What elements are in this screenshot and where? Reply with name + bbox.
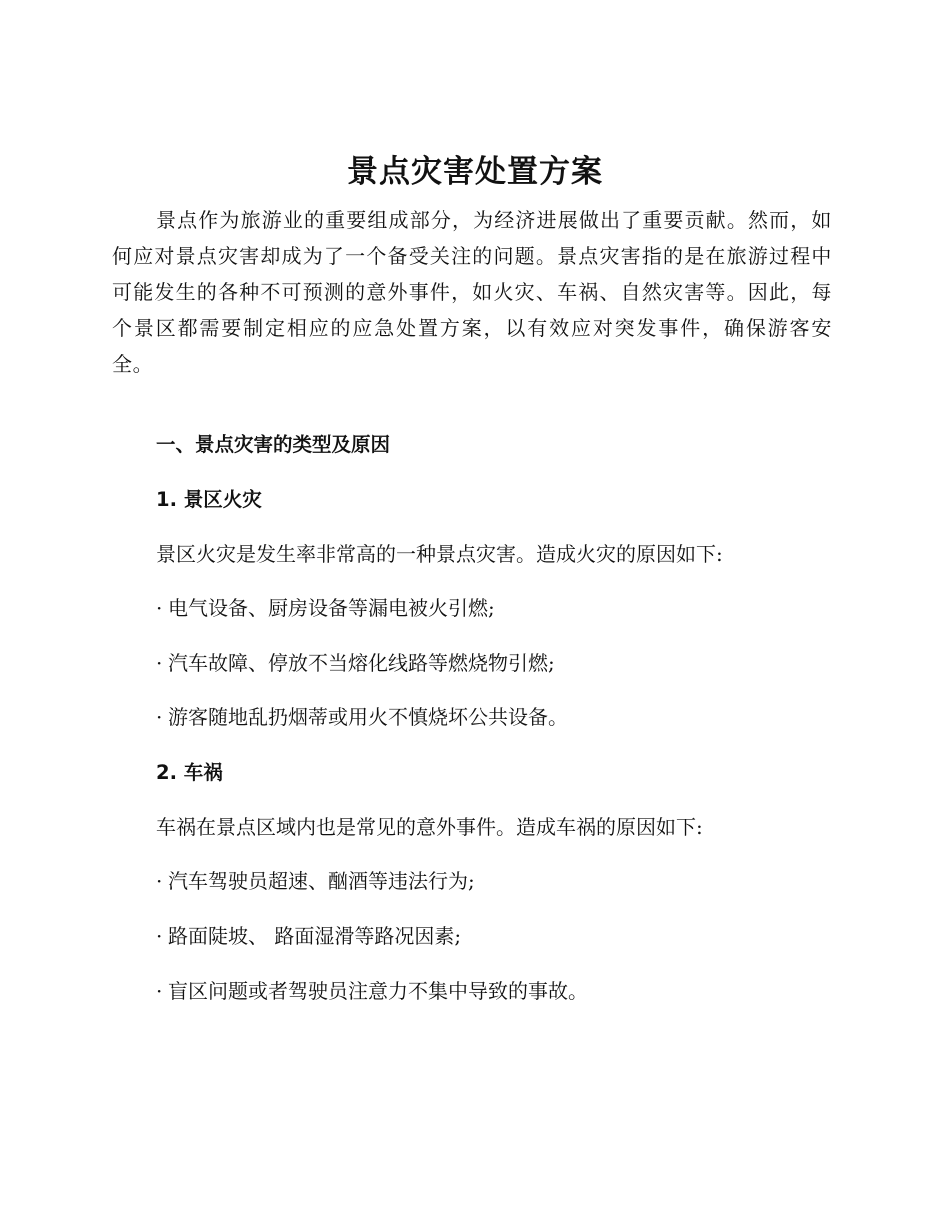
- bullet-text: 盲区问题或者驾驶员注意力不集中导致的事故。: [168, 979, 588, 1003]
- bullet-dot-icon: ·: [156, 596, 163, 620]
- fire-bullet-item: [156, 593, 836, 623]
- subsection-heading-fire: 1. 景区火灾: [156, 488, 262, 511]
- fire-lead-paragraph: 景区火灾是发生率非常高的一种景点灾害。造成火灾的原因如下:: [156, 542, 723, 566]
- fire-bullet-item: [156, 702, 836, 732]
- bullet-dot-icon: ·: [156, 924, 163, 948]
- document-title: 景点灾害处置方案: [347, 154, 603, 190]
- fire-bullet-item: [156, 648, 836, 678]
- bullet-text: 路面陡坡、 路面湿滑等路况因素;: [168, 924, 462, 948]
- subsection-heading-accident: 2. 车祸: [156, 761, 223, 784]
- bullet-text: 汽车驾驶员超速、酗酒等违法行为;: [168, 869, 475, 893]
- section-heading-1: 一、景点灾害的类型及原因: [156, 433, 391, 456]
- accident-lead-paragraph: 车祸在景点区域内也是常见的意外事件。造成车祸的原因如下:: [156, 815, 703, 839]
- bullet-dot-icon: ·: [156, 869, 163, 893]
- bullet-dot-icon: ·: [156, 651, 163, 675]
- bullet-text: 游客随地乱扔烟蒂或用火不慎烧坏公共设备。: [168, 705, 568, 729]
- bullet-text: 电气设备、厨房设备等漏电被火引燃;: [168, 596, 495, 620]
- bullet-dot-icon: ·: [156, 979, 163, 1003]
- accident-bullet-item: [156, 921, 836, 951]
- intro-paragraph: 景点作为旅游业的重要组成部分，为经济进展做出了重要贡献。然而，如何应对景点灾害却成为了一个备受关注的问题。景点灾害指的是在旅游过程中可能发生的各种不可预测的意外事件，如火灾、车祸、自然灾害等。因此，每个景区都需要制定相应的应急处置方案，以有效应对突发事件，确保游客安全。: [112, 208, 832, 376]
- bullet-text: 汽车故障、停放不当熔化线路等燃烧物引燃;: [168, 651, 555, 675]
- bullet-dot-icon: ·: [156, 705, 163, 729]
- accident-bullet-item: [156, 866, 836, 896]
- accident-bullet-item: [156, 976, 836, 1006]
